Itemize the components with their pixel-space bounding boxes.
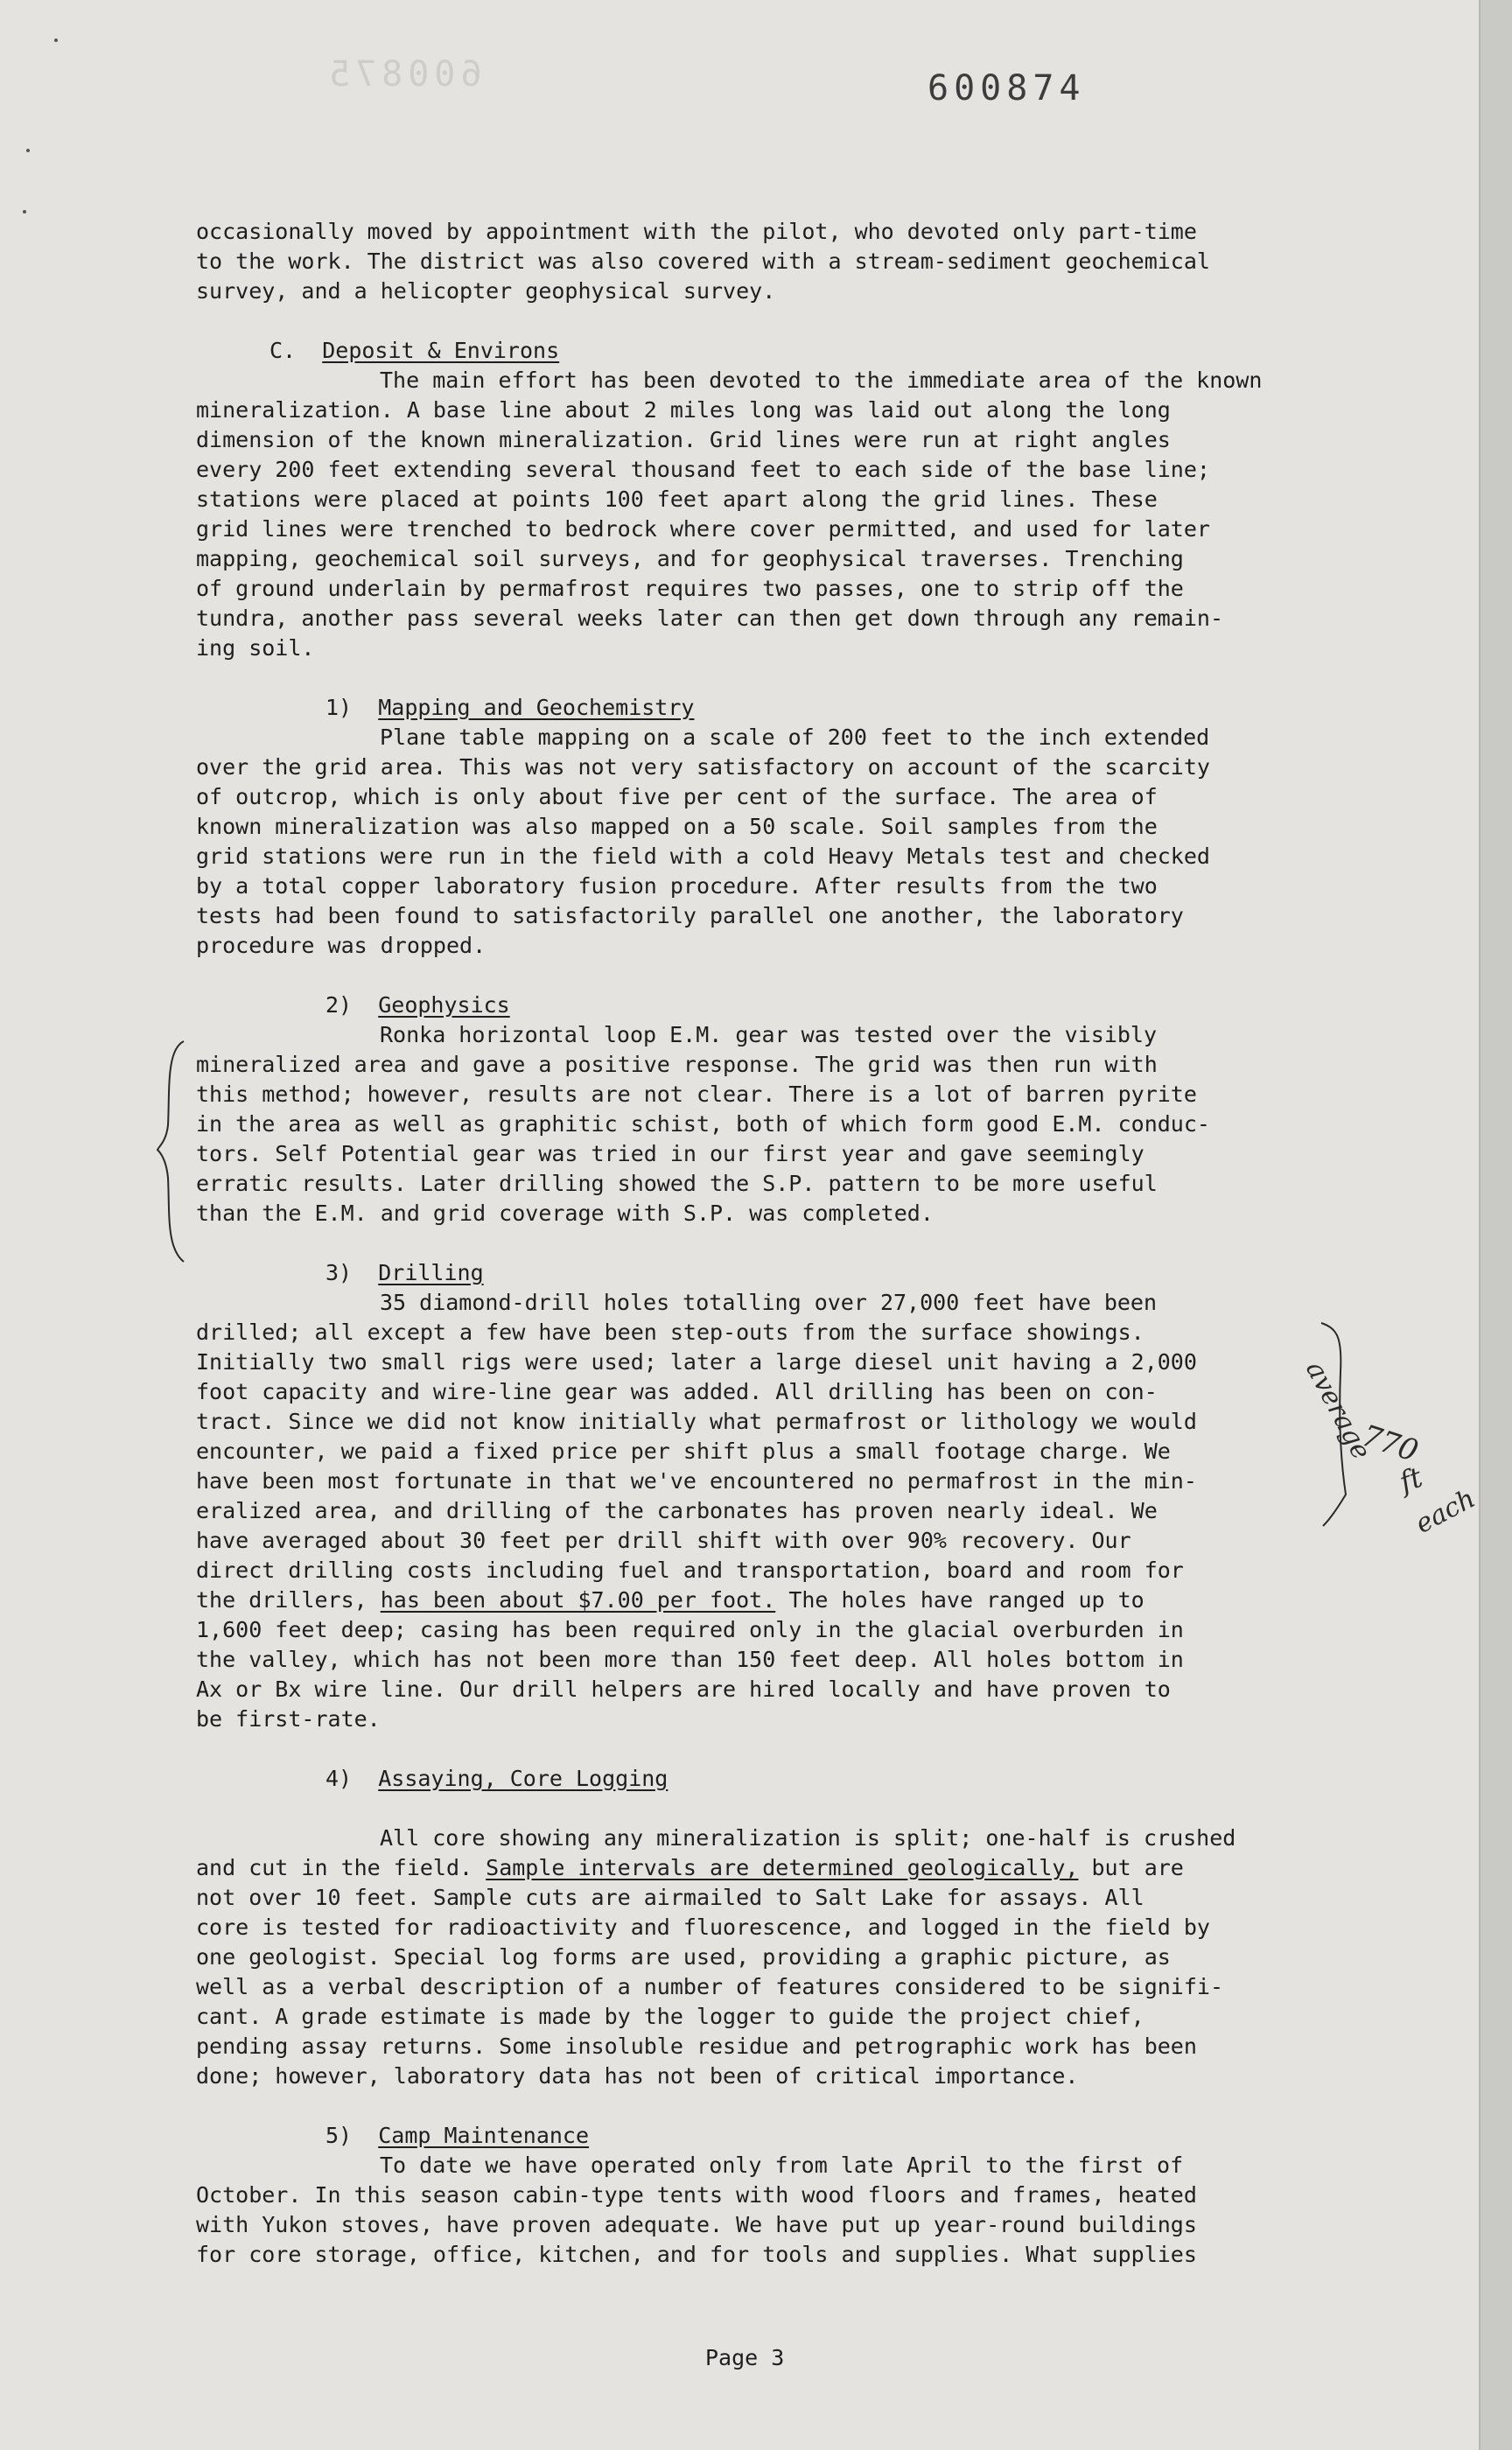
paragraph-line: of ground underlain by permafrost requires two passes, one to strip off the bbox=[196, 576, 1184, 601]
annotation-number: 770 bbox=[1357, 1418, 1423, 1470]
paragraph-line: pending assay returns. Some insoluble residue and petrographic work has been bbox=[196, 2034, 1197, 2059]
paragraph-line: dimension of the known mineralization. Grid lines were run at right angles bbox=[196, 427, 1171, 452]
paragraph-line: one geologist. Special log forms are used, providing a graphic picture, as bbox=[196, 1944, 1171, 1970]
section-c-heading bbox=[196, 336, 1342, 366]
paragraph-line: than the E.M. and grid coverage with S.P. was completed. bbox=[196, 1200, 934, 1226]
handwritten-brace bbox=[154, 1038, 189, 1265]
paragraph-line: with Yukon stoves, have proven adequate. We have put up year-round buildings bbox=[196, 2212, 1197, 2237]
paragraph-line: grid stations were run in the field with a cold Heavy Metals test and checked bbox=[196, 844, 1210, 869]
paragraph-line: drilled; all except a few have been step-outs from the surface showings. bbox=[196, 1320, 1144, 1345]
paragraph-line: have been most fortunate in that we've encountered no permafrost in the min- bbox=[196, 1468, 1197, 1494]
subsection-number: 2) bbox=[326, 992, 353, 1018]
body-text bbox=[196, 217, 1342, 2270]
subsection-4-heading bbox=[196, 1764, 1342, 1794]
subsection-2-heading bbox=[196, 990, 1342, 1020]
paragraph-line: this method; however, results are not clear. There is a lot of barren pyrite bbox=[196, 1082, 1197, 1107]
intro-line: to the work. The district was also covered with a stream-sediment geochemical bbox=[196, 248, 1210, 274]
paragraph-line: encounter, we paid a fixed price per shift plus a small footage charge. We bbox=[196, 1438, 1171, 1464]
subsection-title: Mapping and Geochemistry bbox=[378, 695, 695, 720]
scan-speck bbox=[26, 149, 30, 152]
subsection-number: 1) bbox=[326, 695, 353, 720]
paragraph-line: core is tested for radioactivity and fluorescence, and logged in the field by bbox=[196, 1914, 1210, 1940]
subsection-number: 5) bbox=[326, 2123, 353, 2148]
subsection-number: 3) bbox=[326, 1260, 353, 1285]
paragraph-line: of outcrop, which is only about five per cent of the surface. The area of bbox=[196, 784, 1158, 809]
paragraph-line: grid lines were trenched to bedrock where cover permitted, and used for later bbox=[196, 516, 1210, 542]
scan-speck bbox=[54, 38, 58, 42]
section-c-title: Deposit & Environs bbox=[322, 338, 560, 363]
document-number: 600874 bbox=[928, 68, 1086, 108]
subsection-1-heading bbox=[196, 693, 1342, 723]
paragraph-line: have averaged about 30 feet per drill shift with over 90% recovery. Our bbox=[196, 1528, 1131, 1553]
paragraph-line: 35 diamond-drill holes totalling over 27,000 feet have been bbox=[380, 1290, 1158, 1315]
paragraph-line: Plane table mapping on a scale of 200 feet to the inch extended bbox=[380, 724, 1210, 750]
paragraph-line: tract. Since we did not know initially what permafrost or lithology we would bbox=[196, 1409, 1197, 1434]
paragraph-line: well as a verbal description of a number of features considered to be signifi- bbox=[196, 1974, 1223, 1999]
paragraph-line: be first-rate. bbox=[196, 1706, 381, 1732]
paragraph-line: tests had been found to satisfactorily parallel one another, the laboratory bbox=[196, 903, 1184, 928]
paragraph-line: The main effort has been devoted to the immediate area of the known bbox=[380, 368, 1263, 393]
paragraph-line: the drillers, has been about $7.00 per foot. The holes have ranged up to bbox=[196, 1587, 1144, 1613]
paragraph-line: not over 10 feet. Sample cuts are airmailed to Salt Lake for assays. All bbox=[196, 1885, 1144, 1910]
paragraph-line: eralized area, and drilling of the carbonates has proven nearly ideal. We bbox=[196, 1498, 1158, 1523]
underlined-sample-note: Sample intervals are determined geologically, bbox=[486, 1855, 1079, 1880]
paragraph-line: procedure was dropped. bbox=[196, 933, 486, 958]
paragraph-line: mapping, geochemical soil surveys, and for geophysical traverses. Trenching bbox=[196, 546, 1184, 571]
underlined-cost: has been about $7.00 per foot. bbox=[380, 1587, 776, 1613]
paragraph-line: stations were placed at points 100 feet apart along the grid lines. These bbox=[196, 486, 1158, 512]
paragraph-line: ing soil. bbox=[196, 635, 315, 661]
paragraph-line: October. In this season cabin-type tents with wood floors and frames, heated bbox=[196, 2182, 1197, 2208]
annotation-word: average bbox=[1299, 1356, 1377, 1465]
handwritten-annotation bbox=[1299, 1312, 1484, 1540]
paragraph-line: by a total copper laboratory fusion procedure. After results from the two bbox=[196, 873, 1158, 899]
paragraph-line: in the area as well as graphitic schist, both of which form good E.M. conduc- bbox=[196, 1111, 1210, 1137]
scan-speck bbox=[23, 210, 26, 214]
paragraph-line: erratic results. Later drilling showed the S.P. pattern to be more useful bbox=[196, 1171, 1158, 1196]
subsection-number: 4) bbox=[326, 1766, 353, 1791]
paragraph-line: tundra, another pass several weeks later can then get down through any remain- bbox=[196, 606, 1223, 631]
paragraph-line: direct drilling costs including fuel and transportation, board and room for bbox=[196, 1558, 1184, 1583]
annotation-word: each bbox=[1410, 1483, 1480, 1540]
paragraph-line: done; however, laboratory data has not been of critical importance. bbox=[196, 2063, 1079, 2089]
paragraph-line: every 200 feet extending several thousand feet to each side of the base line; bbox=[196, 457, 1210, 482]
section-c-label: C. bbox=[270, 338, 297, 363]
subsection-title: Assaying, Core Logging bbox=[378, 1766, 668, 1791]
page-number: Page 3 bbox=[705, 2345, 785, 2370]
subsection-5-heading bbox=[196, 2121, 1342, 2151]
intro-line: occasionally moved by appointment with the pilot, who devoted only part-time bbox=[196, 219, 1197, 244]
paragraph-line: and cut in the field. Sample intervals are determined geologically, but are bbox=[196, 1855, 1184, 1880]
paragraph-line: mineralized area and gave a positive response. The grid was then run with bbox=[196, 1052, 1158, 1077]
subsection-title: Camp Maintenance bbox=[378, 2123, 590, 2148]
paragraph-line: known mineralization was also mapped on a 50 scale. Soil samples from the bbox=[196, 814, 1158, 839]
subsection-title: Drilling bbox=[378, 1260, 484, 1285]
subsection-title: Geophysics bbox=[378, 992, 510, 1018]
paragraph-line: cant. A grade estimate is made by the logger to guide the project chief, bbox=[196, 2004, 1144, 2029]
paragraph-line: mineralization. A base line about 2 miles long was laid out along the long bbox=[196, 397, 1171, 423]
bleed-through-number: 600875 bbox=[324, 54, 482, 94]
paragraph-line: All core showing any mineralization is split; one-half is crushed bbox=[380, 1825, 1236, 1851]
paragraph-line: Ronka horizontal loop E.M. gear was tested over the visibly bbox=[380, 1022, 1158, 1047]
subsection-3-heading bbox=[196, 1258, 1342, 1288]
paragraph-line: To date we have operated only from late April to the first of bbox=[380, 2152, 1184, 2178]
annotation-word: ft bbox=[1395, 1460, 1427, 1500]
paragraph-line: 1,600 feet deep; casing has been required only in the glacial overburden in bbox=[196, 1617, 1184, 1642]
paragraph-line: the valley, which has not been more than 150 feet deep. All holes bottom in bbox=[196, 1647, 1184, 1672]
paragraph-line: for core storage, office, kitchen, and for tools and supplies. What supplies bbox=[196, 2242, 1197, 2267]
paragraph-line: Initially two small rigs were used; later a large diesel unit having a 2,000 bbox=[196, 1349, 1197, 1375]
intro-line: survey, and a helicopter geophysical survey. bbox=[196, 278, 776, 304]
paragraph-line: Ax or Bx wire line. Our drill helpers are hired locally and have proven to bbox=[196, 1676, 1171, 1702]
paragraph-line: tors. Self Potential gear was tried in our first year and gave seemingly bbox=[196, 1141, 1144, 1166]
paragraph-line: over the grid area. This was not very satisfactory on account of the scarcity bbox=[196, 754, 1210, 780]
paragraph-line: foot capacity and wire-line gear was added. All drilling has been on con- bbox=[196, 1379, 1158, 1404]
